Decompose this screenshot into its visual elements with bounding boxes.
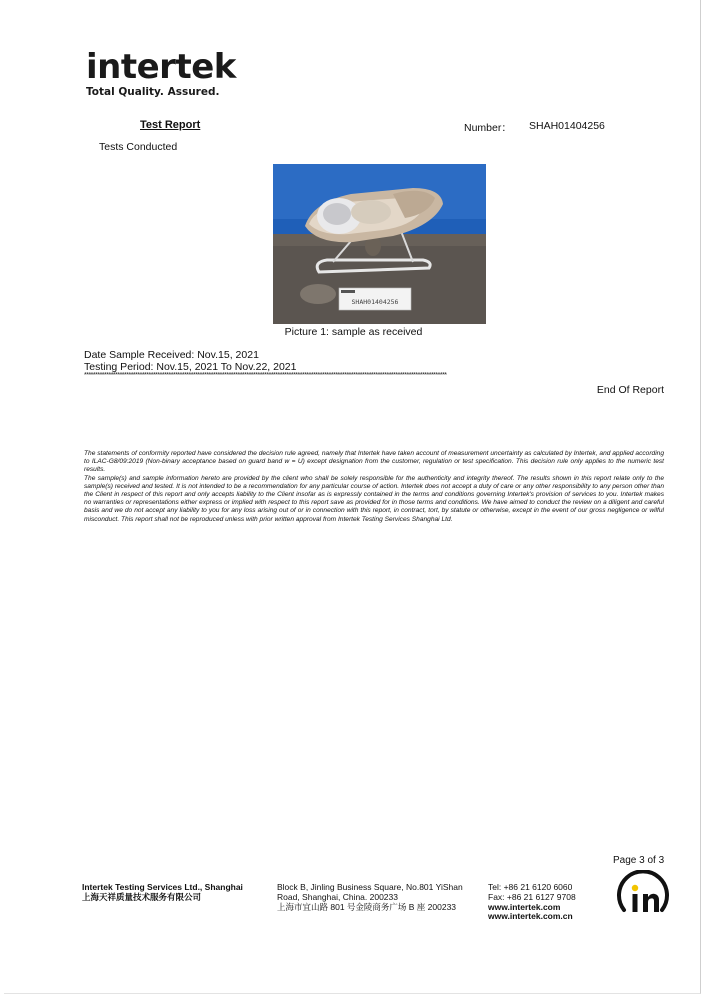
testing-period: Testing Period: Nov.15, 2021 To Nov.22, 2021 <box>84 361 297 373</box>
sample-photo <box>273 164 486 324</box>
disclaimer-paragraph-1: The statements of conformity reported have considered the decision rule agreed, namely that Intertek have taken account of measurement uncertainty as calculated by Intertek, and applied according to ILAC-G8/09:2019 (Non-binary acceptance based on guard band w = U) except designation from the customer, regulation or test specification. This decision rule only applies to the numeric test results. <box>84 450 664 474</box>
footer-fax: Fax: +86 21 6127 9708 <box>488 891 576 902</box>
footer-address-line-2: Road, Shanghai, China. 200233 <box>277 891 398 902</box>
end-of-report: End Of Report <box>596 384 664 396</box>
date-received: Date Sample Received: Nov.15, 2021 <box>84 349 259 361</box>
footer-company-en: Intertek Testing Services Ltd., Shanghai <box>82 882 243 892</box>
footer-website-cn[interactable]: www.intertek.com.cn <box>488 911 573 922</box>
disclaimer-paragraph-2: The sample(s) and sample information hereto are provided by the client who shall be solely responsible for the authenticity and integrity thereof. The results shown in this report relate only to the sample(s) received and tested. It is not intended to be a recommendation for any particular course of action. Intertek does not accept a duty of care or any other responsibility to any person other than the Client in respect of this report and only accepts liability to the Client insofar as is expressly contained in the terms and conditions governing Intertek's provision of services to you. Intertek makes no warranties or representations either express or implied with respect to this report save as provided for in those terms and conditions. We have aimed to conduct the review on a diligent and careful basis and we do not accept any liability to you for any loss arising out of or in connection with this report, in contract, tort, by statute or otherwise, except in the event of our gross negligence or wilful misconduct. This report shall not be reproduced unless with prior written approval from Intertek Testing Services Shanghai Ltd. <box>84 474 664 523</box>
intertek-logo <box>86 47 236 98</box>
logo-tagline: Total Quality. Assured. <box>86 86 220 98</box>
footer-address-cn: 上海市宜山路 801 号金陵商务广场 B 座 200233 <box>277 901 457 912</box>
tests-conducted-heading: Tests Conducted <box>99 141 178 153</box>
footer-tel: Tel: +86 21 6120 6060 <box>488 882 573 892</box>
footer-company-cn: 上海天祥质量技术服务有限公司 <box>82 891 202 902</box>
report-title: Test Report <box>140 119 201 131</box>
footer-website-com[interactable]: www.intertek.com <box>488 901 561 912</box>
picture-caption: Picture 1: sample as received <box>284 326 423 338</box>
separator-line: ******************************************************************************************************************************************************************* <box>84 372 447 379</box>
page-number: Page 3 of 3 <box>613 855 665 866</box>
intertek-in-logo-icon <box>614 870 672 928</box>
logo-wordmark: intertek <box>86 47 236 87</box>
footer-address <box>277 883 463 912</box>
footer-address-line-1: Block B, Jinling Business Square, No.801 YiShan <box>277 882 463 892</box>
disclaimer <box>84 450 664 524</box>
report-number-label: Number： <box>464 122 512 134</box>
footer-contact <box>488 883 576 922</box>
footer-company <box>82 883 243 903</box>
sample-label-text: SHAH01404256 <box>351 298 399 306</box>
report-number-value: SHAH01404256 <box>529 120 605 132</box>
